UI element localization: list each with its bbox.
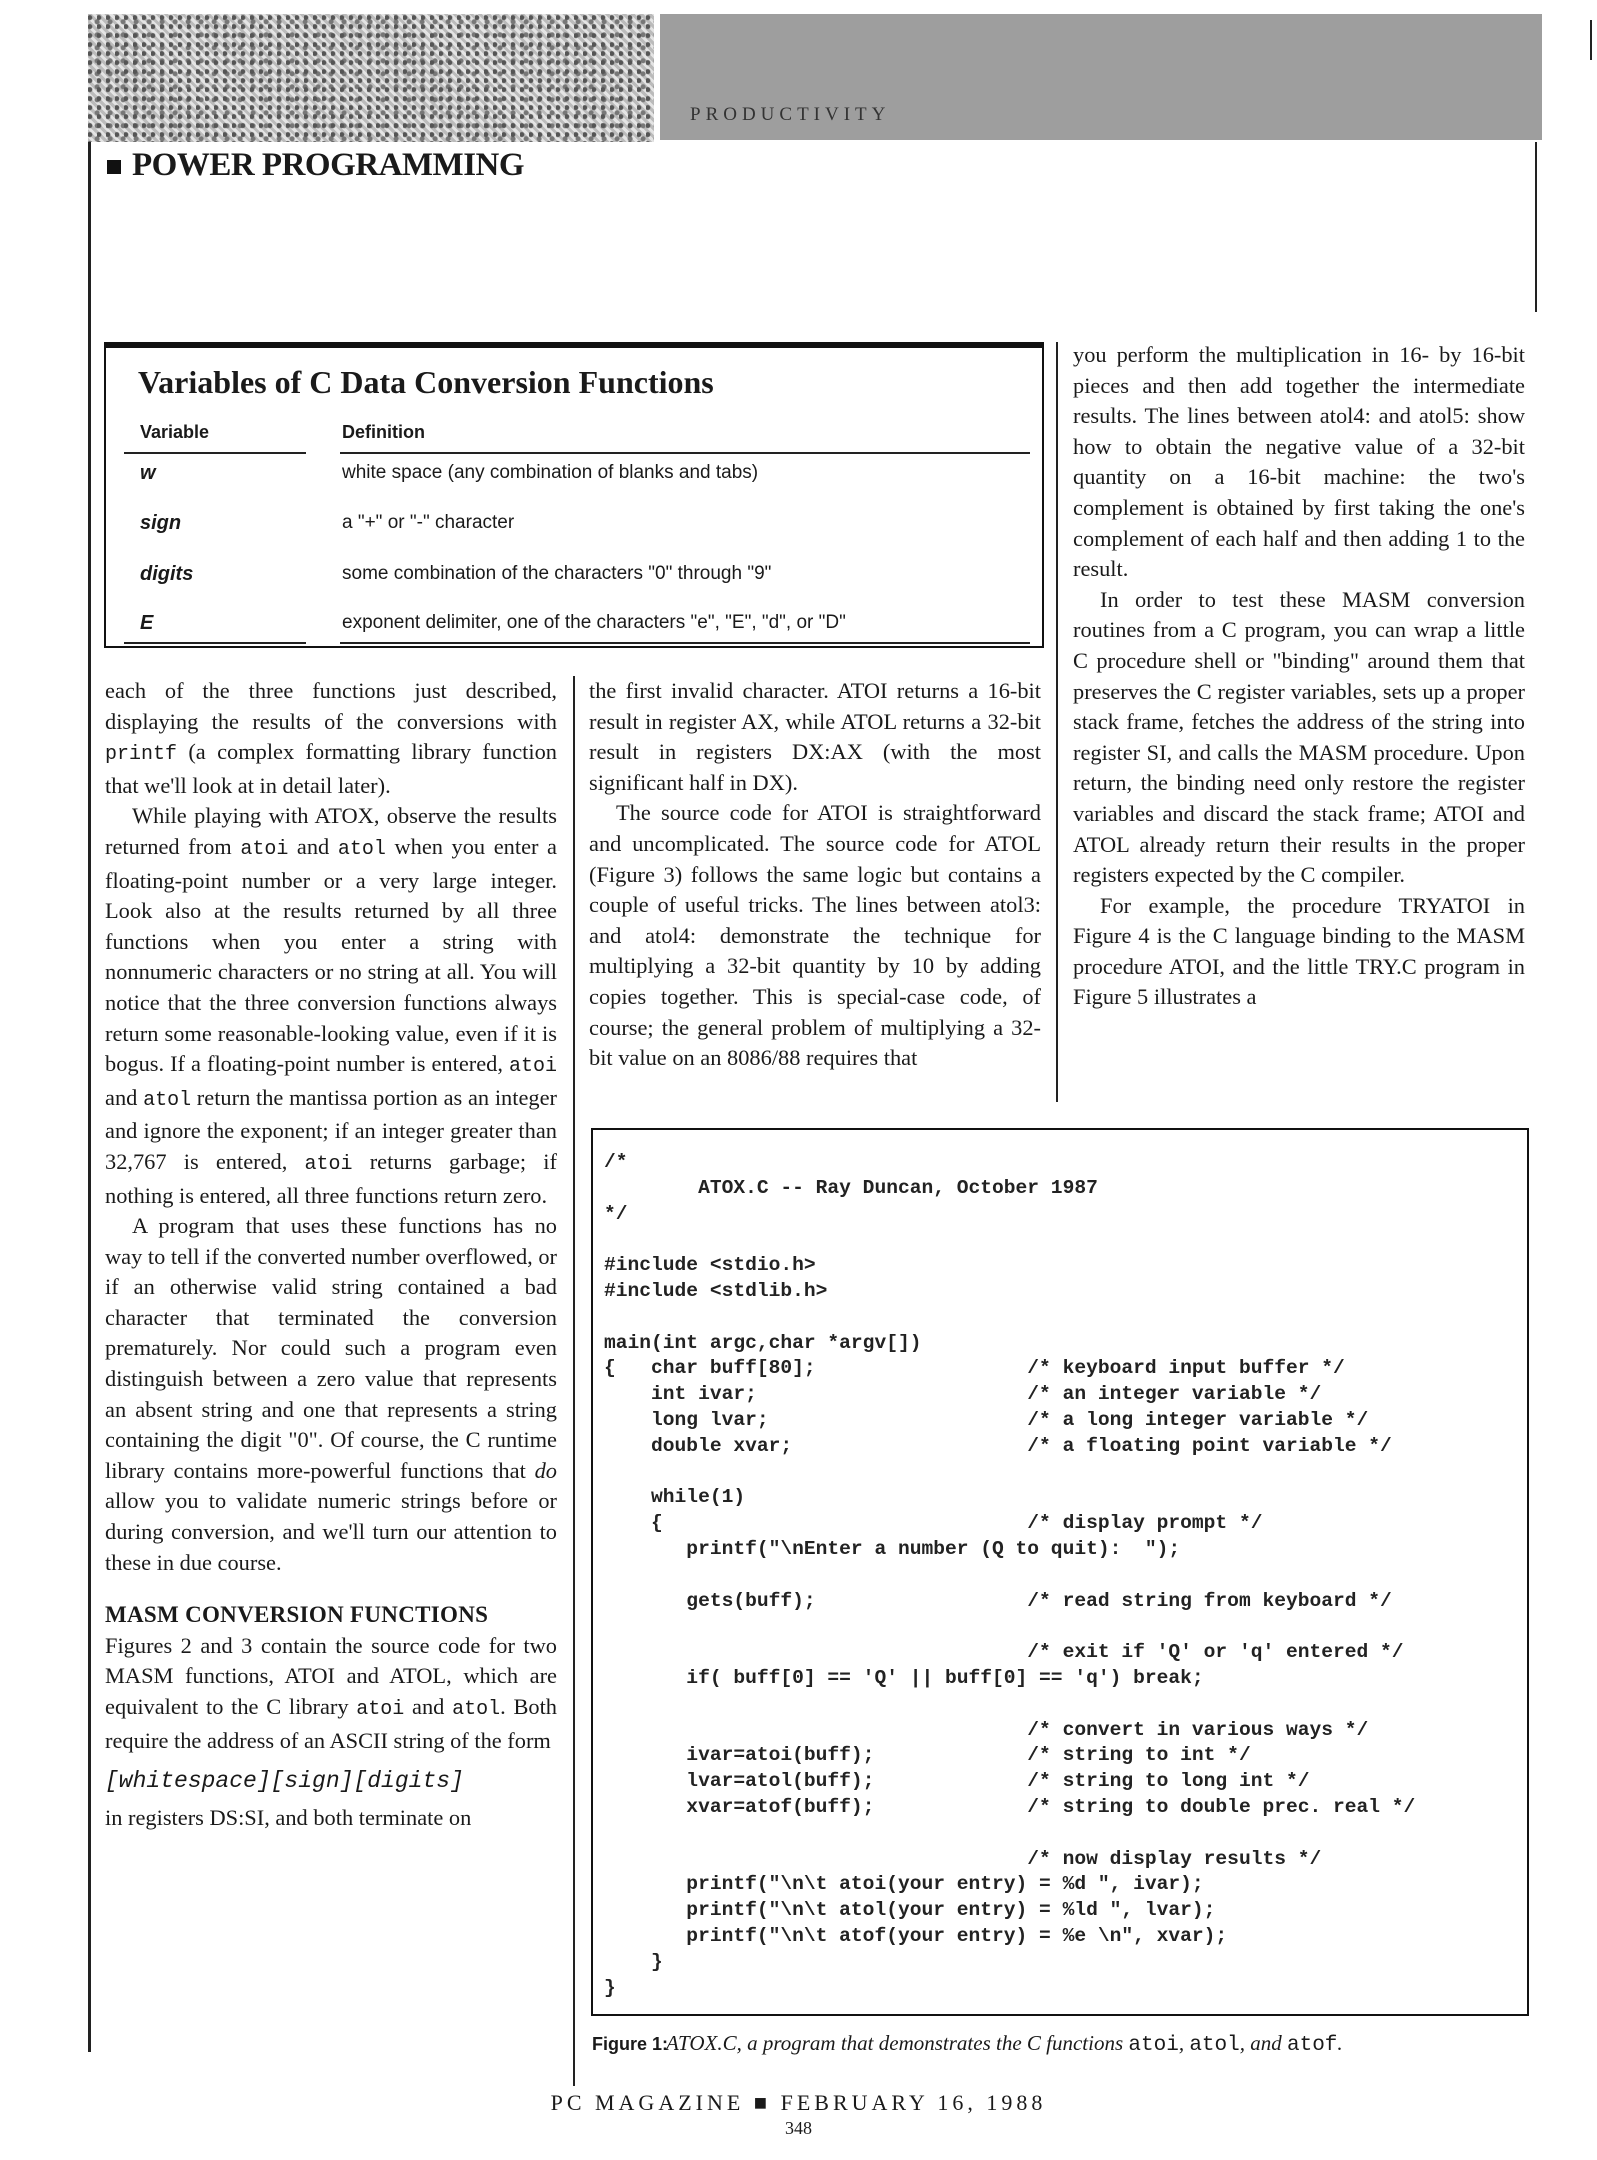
- section-category: PRODUCTIVITY: [690, 104, 891, 125]
- paragraph: In order to test these MASM conversion routines from a C program, you can wrap a little C procedure shell or "binding" around them that preserves the C register variables, sets up a proper stack frame, fetches the address of the string into register SI, and calls the MASM procedure. Upon return, the binding need only restore the register variables and discard the stack frame; ATOI and ATOL already return their results in the proper registers expected by the C compiler.: [1073, 586, 1525, 888]
- inline-code: atoi: [356, 1698, 405, 1721]
- table-row-variable: w: [140, 462, 156, 484]
- footer-magazine: PC MAGAZINE ■ FEBRUARY 16, 1988: [550, 2090, 1047, 2115]
- paragraph: While playing with ATOX, observe the results returned from atoi and atol when you enter a floating-point number or a very large integer. Look also at the results returned by all three functions when you enter a string with nonnumeric characters or no string at all. You will notice that the three conversion functions always return some reasonable-looking value, even if it is bogus. If a floating-point number is entered, atoi and atol return the mantissa portion as an integer and ignore the exponent; if an integer greater than 32,767 is entered, atoi returns garbage; if nothing is entered, all three functions return zero.: [105, 803, 557, 1208]
- inline-code: atoi: [508, 1055, 557, 1079]
- article-column-2: [589, 676, 1041, 1074]
- table-row-variable: sign: [140, 512, 182, 534]
- inline-code: printf: [105, 743, 178, 767]
- table-header-rule: [340, 452, 1030, 454]
- table-row-variable: digits: [140, 563, 194, 585]
- header-texture-image: [88, 14, 654, 142]
- table-row-definition: exponent delimiter, one of the characters "e", "E", "d", or "D": [342, 612, 846, 633]
- inline-code: atoi: [1128, 2034, 1179, 2057]
- paragraph: you perform the multiplication in 16- by 16-bit pieces and then add together the intermediate results. The lines between atol4: and atol5: show how to obtain the negative value of a 32-bit quantity on a 16-bit machine: the two's complement is obtained by first taking the one's complement of each half and then adding 1 to the result.: [1073, 342, 1525, 582]
- article-column-1: [105, 676, 557, 1833]
- paragraph: in registers DS:SI, and both terminate on: [105, 1804, 472, 1830]
- table-footer-rule: [124, 642, 306, 644]
- paragraph: Figures 2 and 3 contain the source code for two MASM functions, ATOI and ATOL, which are equivalent to the C library atoi and atol. Both require the address of an ASCII string of the form: [105, 1632, 557, 1753]
- crop-mark: [1590, 20, 1592, 60]
- left-margin-rule: [88, 142, 91, 2052]
- paragraph: the first invalid character. ATOI returns a 16-bit result in register AX, while ATOL returns a 32-bit result in registers DX:AX (with the most significant half in DX).: [589, 678, 1041, 795]
- inline-code: atol: [1189, 2034, 1240, 2057]
- section-title: POWER PROGRAMMING: [132, 147, 525, 183]
- table-header-definition: Definition: [342, 422, 425, 442]
- section-bullet-icon: [107, 160, 121, 174]
- table-header-variable: Variable: [140, 422, 210, 442]
- table-row-definition: white space (any combination of blanks and tabs): [342, 462, 759, 483]
- table-footer-rule: [340, 642, 1030, 644]
- code-listing: /* ATOX.C -- Ray Duncan, October 1987 */ #include <stdio.h> #include <stdlib.h> main(int argc,char *argv[]) { char buff[80]; /* keyboard input buffer */ int ivar; /* an integer variable */ long lvar; /* a long integer variable */ double xvar; /* a floating point variable */ while(1) { /* display prompt */ printf("\nEnter a number (Q to quit): "); gets(buff); /* read string from keyboard */ /* exit if 'Q' or 'q' entered */ if( buff[0] == 'Q' || buff[0] == 'q') break; /* convert in various ways */ ivar=atoi(buff); /* string to int */ lvar=atol(buff); /* string to long int */ xvar=atof(buff); /* string to double prec. real */ /* now display results */ printf("\n\t atoi(your entry) = %d ", ivar); printf("\n\t atol(your entry) = %ld ", lvar); printf("\n\t atof(your entry) = %e \n", xvar); } }: [604, 1151, 1416, 1999]
- inline-code: atoi: [304, 1152, 353, 1176]
- paragraph: The source code for ATOI is straightforward and uncomplicated. The source code for ATOL (Figure 3) follows the same logic but contains a couple of useful tricks. The lines between atol3: and atol4: demonstrate the technique for multiplying a 32-bit quantity by 10 by adding copies together. This is special-case code, of course; the general problem of multiplying a 32-bit value on an 8086/88 requires that: [589, 800, 1041, 1071]
- string-format-line: [whitespace][sign][digits]: [105, 1768, 464, 1795]
- figure-caption: ATOX.C, a program that demonstrates the C functions atoi, atol, and atof.: [666, 2031, 1343, 2057]
- paragraph: each of the three functions just described, displaying the results of the conversions with printf (a complex formatting library function that we'll look at in detail later).: [105, 678, 557, 798]
- right-margin-rule: [1535, 142, 1537, 312]
- table-title: Variables of C Data Conversion Functions: [138, 364, 714, 400]
- table-row-variable: E: [140, 612, 154, 634]
- inline-code: atol: [337, 837, 386, 861]
- subsection-heading: MASM CONVERSION FUNCTIONS: [105, 1602, 489, 1628]
- inline-code: atol: [452, 1698, 501, 1721]
- figure-label: Figure 1:: [592, 2034, 669, 2054]
- table-header-rule: [124, 452, 306, 454]
- column-divider: [573, 676, 575, 2086]
- paragraph: For example, the procedure TRYATOI in Figure 4 is the C language binding to the MASM procedure ATOI, and the little TRY.C program in Figure 5 illustrates a: [1073, 892, 1525, 1010]
- inline-code: atoi: [240, 837, 289, 861]
- paragraph: A program that uses these functions has no way to tell if the converted number overflowed, or if an otherwise valid string contained a bad character that terminated the conversion prematurely. Nor could such a program even distinguish between a zero value that represents an absent string and one that represents a string containing the digit "0". Of course, the C runtime library contains more-powerful functions that do allow you to validate numeric strings before or during conversion, and we'll turn our attention to these in due course.: [105, 1213, 558, 1575]
- inline-code: atof: [1287, 2034, 1338, 2057]
- column-divider: [1056, 342, 1058, 1102]
- inline-code: atol: [143, 1088, 192, 1112]
- table-row-definition: some combination of the characters "0" through "9": [342, 563, 772, 584]
- article-column-3: [1073, 340, 1525, 1013]
- page-number: 348: [785, 2118, 812, 2138]
- table-row-definition: a "+" or "-" character: [342, 512, 515, 533]
